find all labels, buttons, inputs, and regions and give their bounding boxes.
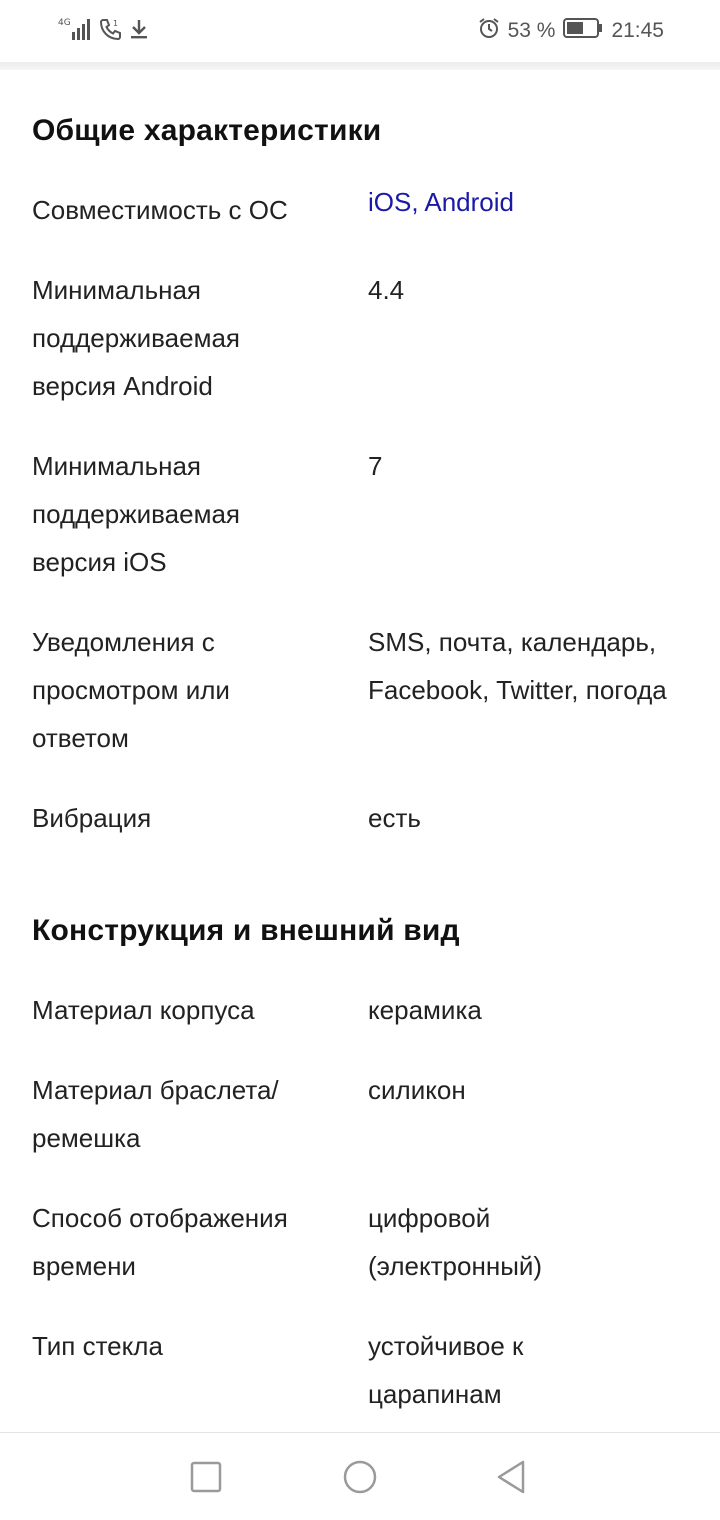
navigation-bar bbox=[0, 1432, 720, 1520]
spec-value-link[interactable]: iOS, Android bbox=[368, 187, 514, 217]
battery-icon bbox=[563, 17, 603, 45]
header-shadow bbox=[0, 62, 720, 70]
spec-value: есть bbox=[368, 803, 421, 833]
spec-value: 4.4 bbox=[368, 275, 405, 305]
spec-label: Способ отображения времени bbox=[32, 1203, 288, 1281]
spec-label: Минимальная поддерживаемая версия Android bbox=[32, 275, 240, 401]
alarm-icon bbox=[478, 17, 500, 45]
battery-percent: 53 % bbox=[507, 19, 556, 42]
specs-content[interactable] bbox=[0, 70, 720, 1432]
spec-value: SMS, почта, календарь, Facebook, Twitter, погода bbox=[368, 627, 667, 705]
clock-time: 21:45 bbox=[611, 19, 664, 42]
signal-icon bbox=[58, 16, 92, 47]
spec-label: Тип стекла bbox=[32, 1331, 163, 1361]
spec-value: цифровой (электронный) bbox=[368, 1203, 543, 1281]
download-icon bbox=[128, 17, 150, 46]
spec-label: Уведомления с просмотром или ответом bbox=[32, 627, 230, 753]
spec-value: устойчивое к царапинам bbox=[368, 1331, 524, 1409]
wifi-calling-icon bbox=[98, 17, 122, 46]
status-right bbox=[478, 16, 664, 46]
svg-text:1: 1 bbox=[113, 18, 119, 28]
section-title-general: Общие характеристики bbox=[32, 114, 382, 147]
status-left bbox=[58, 16, 150, 46]
home-circle-icon[interactable] bbox=[340, 1457, 380, 1497]
spec-label: Минимальная поддерживаемая версия iOS bbox=[32, 451, 240, 577]
spec-label: Материал корпуса bbox=[32, 995, 255, 1025]
spec-label: Вибрация bbox=[32, 803, 152, 833]
spec-label: Материал браслета/ ремешка bbox=[32, 1075, 279, 1153]
status-bar bbox=[0, 0, 720, 62]
spec-value: керамика bbox=[368, 995, 482, 1025]
spec-label: Совместимость с ОС bbox=[32, 195, 288, 225]
recents-square-icon[interactable] bbox=[186, 1457, 226, 1497]
back-triangle-icon[interactable] bbox=[492, 1457, 532, 1497]
section-title-design: Конструкция и внешний вид bbox=[32, 914, 460, 947]
svg-text:4G: 4G bbox=[58, 17, 71, 28]
spec-value: силикон bbox=[368, 1075, 466, 1105]
spec-value: 7 bbox=[368, 451, 383, 481]
